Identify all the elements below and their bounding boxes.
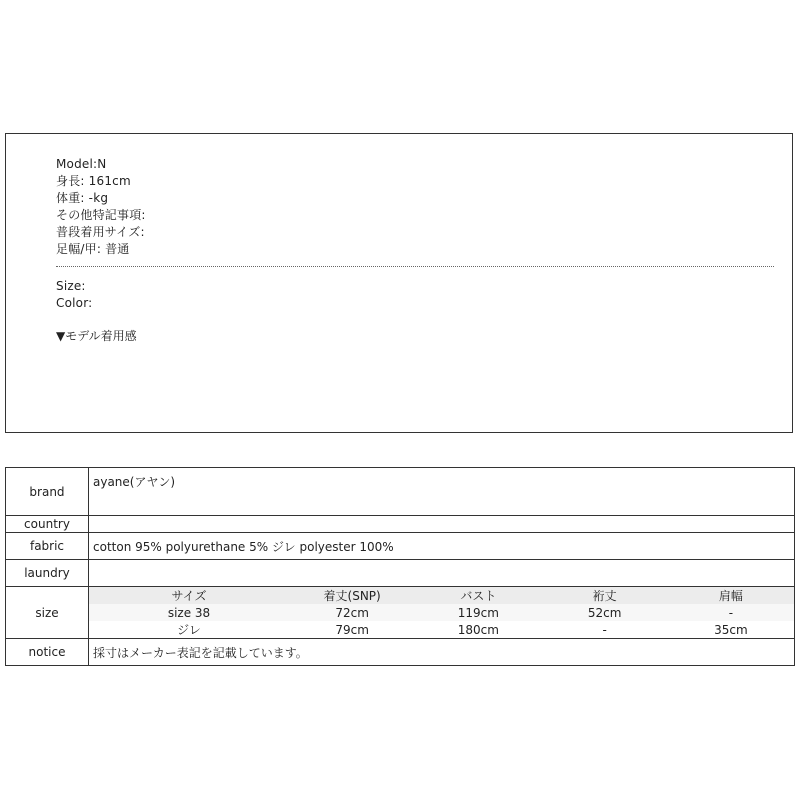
model-foot-width: 足幅/甲: 普通 <box>56 242 130 256</box>
size-chart-header <box>89 587 794 604</box>
brand-label: brand <box>6 468 89 516</box>
size-cell: 119cm <box>415 604 541 621</box>
size-chart <box>89 587 794 638</box>
spec-row-brand <box>6 468 795 516</box>
spec-row-country <box>6 516 795 533</box>
model-name: Model:N <box>56 157 107 171</box>
size-header-shoulder: 肩幅 <box>668 587 794 604</box>
model-height: 身長: 161cm <box>56 174 131 188</box>
model-usual-size: 普段着用サイズ: <box>56 225 145 239</box>
product-spec-table <box>5 467 795 666</box>
notice-label: notice <box>6 639 89 666</box>
spec-row-laundry <box>6 560 795 587</box>
notice-value: 採寸はメーカー表記を記載しています。 <box>89 639 795 666</box>
size-chart-row <box>89 604 794 621</box>
dotted-divider <box>56 266 774 267</box>
country-label: country <box>6 516 89 533</box>
size-cell: 79cm <box>335 622 369 637</box>
spec-row-notice <box>6 639 795 666</box>
laundry-value <box>89 560 795 587</box>
size-cell: - <box>602 622 607 637</box>
fabric-label: fabric <box>6 533 89 560</box>
size-header-sleeve: 裄丈 <box>542 587 668 604</box>
size-chart-cell <box>89 587 795 639</box>
size-cell: 35cm <box>714 622 748 637</box>
country-value <box>89 516 795 533</box>
spec-row-size <box>6 587 795 639</box>
size-header-length: 着丈(SNP) <box>289 587 415 604</box>
size-cell: 52cm <box>542 604 668 621</box>
spec-row-fabric <box>6 533 795 560</box>
model-weight: 体重: -kg <box>56 191 109 205</box>
model-notes: その他特記事項: <box>56 208 146 222</box>
size-cell: size 38 <box>89 604 289 621</box>
worn-info <box>56 278 92 312</box>
size-cell: 180cm <box>457 622 499 637</box>
fabric-value: cotton 95% polyurethane 5% ジレ polyester 100% <box>89 533 795 560</box>
model-info-box <box>5 133 793 433</box>
size-label: size <box>6 587 89 639</box>
size-cell: - <box>668 604 794 621</box>
size-header-bust: バスト <box>415 587 541 604</box>
size-cell: 72cm <box>289 604 415 621</box>
brand-value: ayane(アヤン) <box>89 468 795 516</box>
size-header-size: サイズ <box>89 587 289 604</box>
worn-size-label: Size: <box>56 279 86 293</box>
size-cell: ジレ <box>177 623 201 637</box>
laundry-label: laundry <box>6 560 89 587</box>
size-chart-row <box>89 621 794 638</box>
worn-color-label: Color: <box>56 296 93 310</box>
model-details <box>56 156 146 258</box>
model-impression-heading: ▼モデル着用感 <box>56 329 137 343</box>
